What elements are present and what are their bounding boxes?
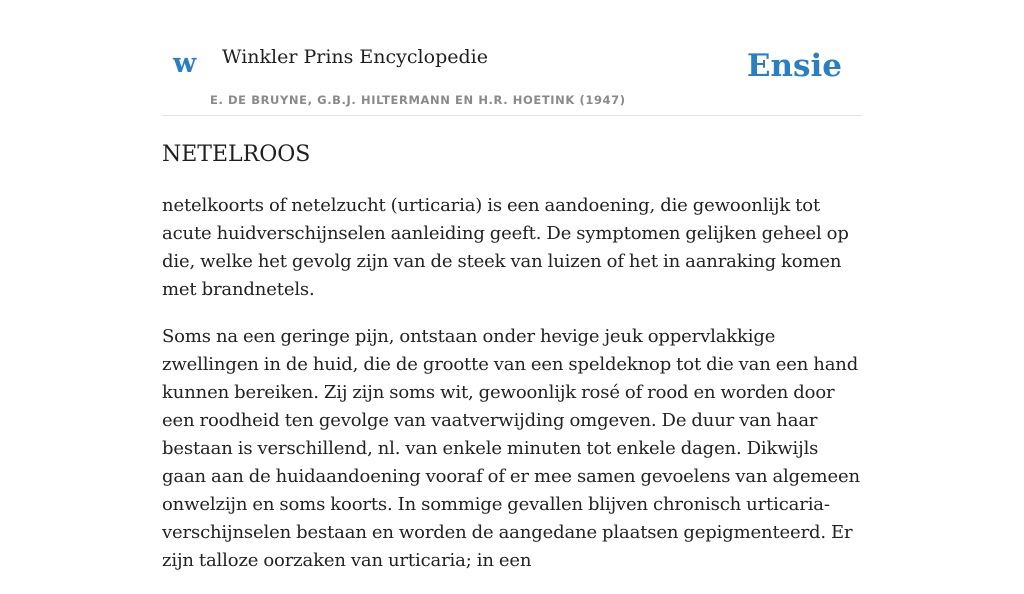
entry-paragraph: netelkoorts of netelzucht (urticaria) is een aandoening, die gewoonlijk tot acute huidverschijnselen aanleiding geeft. De symptomen gelijken geheel op die, welke het gevolg zijn van de steek van luizen of het in aanraking komen met brandnetels. xyxy=(162,195,849,300)
winkler-prins-logo[interactable]: w xyxy=(173,48,197,79)
entry-title: NETELROOS xyxy=(162,142,311,167)
entry-paragraph: Soms na een geringe pijn, ontstaan onder hevige jeuk oppervlakkige zwellingen in de huid, die de grootte van een speldeknop tot die van een hand kunnen bereiken. Zij zijn soms wit, gewoonlijk rosé of rood en worden door een roodheid ten gevolge van vaatverwijding omgeven. De duur van haar bestaan is verschillend, nl. van enkele minuten tot enkele dagen. Dikwijls gaan aan de huidaandoening vooraf of er mee samen gevoelens van algemeen onwelzijn en soms koorts. In sommige gevallen blijven chronisch urticaria-verschijnselen bestaan en worden de aangedane plaatsen gepigmenteerd. Er zijn talloze oorzaken van urticaria; in een xyxy=(162,326,860,571)
source-title[interactable]: Winkler Prins Encyclopedie xyxy=(222,46,488,68)
document-page xyxy=(162,0,862,571)
source-authors: E. DE BRUYNE, G.B.J. HILTERMANN EN H.R. HOETINK (1947) xyxy=(210,93,626,107)
ensie-brand-logo[interactable]: Ensie xyxy=(746,48,842,84)
entry-body xyxy=(162,192,862,594)
source-header xyxy=(162,0,862,116)
